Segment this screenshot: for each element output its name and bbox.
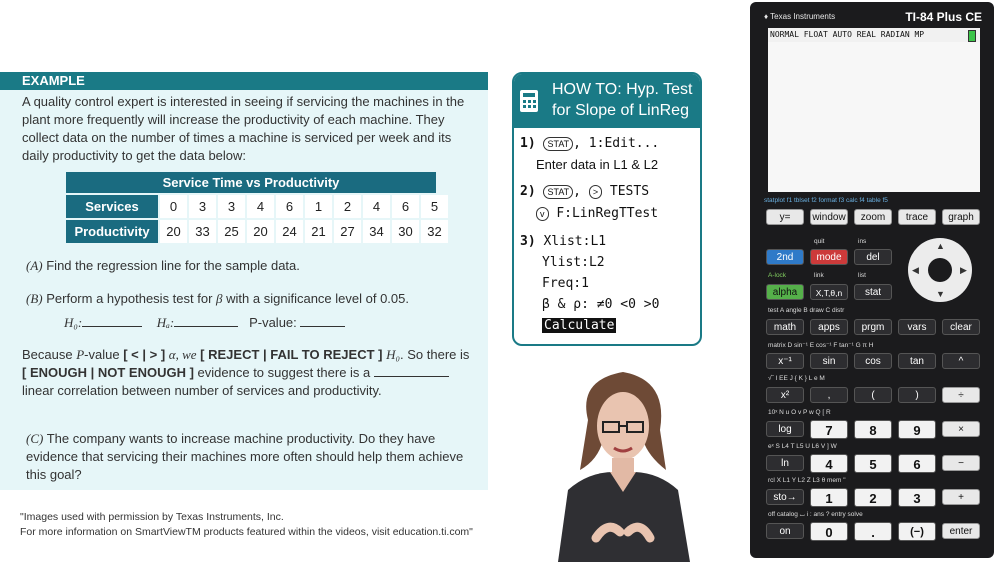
presenter-image [548, 360, 698, 562]
table-cell: 6 [392, 195, 419, 218]
evidence-text: evidence to suggest there is a [197, 365, 371, 380]
question-a [26, 257, 300, 275]
howto-title [552, 79, 692, 121]
ti84-calculator [750, 2, 994, 558]
table-cell: 27 [334, 220, 361, 243]
second-key[interactable]: 2nd [766, 249, 804, 265]
because-choice: [ < | > ] [123, 347, 166, 362]
step-2-num: 2) [520, 184, 536, 199]
zoom-key[interactable]: zoom [854, 209, 892, 225]
example-header: EXAMPLE [0, 72, 488, 90]
step-3-freq: Freq:1 [542, 276, 589, 291]
because-p: P [76, 347, 85, 362]
footnote [20, 510, 473, 540]
arrow-keypad[interactable] [908, 238, 972, 302]
comma-key[interactable]: , [810, 387, 848, 403]
quit-label: quit [814, 238, 825, 245]
row5-labels: matrix D sin⁻¹ E cos⁻¹ F tan⁻¹ G π H [768, 342, 874, 349]
clear-key[interactable]: clear [942, 319, 980, 335]
function-key-labels: statplot f1 tblset f2 format f3 calc f4 table f5 [764, 197, 888, 204]
table-cell: 6 [276, 195, 303, 218]
correlation-blank [374, 364, 449, 377]
nine-key[interactable]: 9 [898, 420, 936, 439]
ins-label: ins [858, 238, 867, 245]
ln-key[interactable]: ln [766, 455, 804, 471]
math-key[interactable]: math [766, 319, 804, 335]
table-cell: 33 [189, 220, 216, 243]
question-a-label: (A) [26, 258, 43, 273]
right-arrow-key-icon: > [589, 185, 602, 199]
battery-icon [968, 30, 976, 42]
footnote-line1: "Images used with permission by Texas Instruments, Inc. [20, 511, 284, 523]
eight-key[interactable]: 8 [854, 420, 892, 439]
question-c-label: (C) [26, 431, 44, 446]
log-key[interactable]: log [766, 421, 804, 437]
minus-key[interactable]: − [942, 455, 980, 471]
stat-key[interactable]: stat [854, 284, 892, 300]
cos-key[interactable]: cos [854, 353, 892, 369]
row-header-productivity: Productivity [66, 220, 158, 243]
table-row-services [66, 195, 448, 218]
four-key[interactable]: 4 [810, 454, 848, 473]
beta-symbol: β [216, 291, 223, 306]
question-b-pre: Perform a hypothesis test for [46, 291, 213, 306]
prgm-key[interactable]: prgm [854, 319, 892, 335]
footnote-line2: For more information on SmartViewTM products featured within the videos, visit education.ti.com" [20, 526, 473, 538]
example-panel [0, 72, 488, 490]
because-end: . So there is [400, 347, 470, 362]
row7-labels: 10ˣ N u O v P w Q [ R [768, 409, 831, 416]
howto-title-line1: HOW TO: Hyp. Test [552, 81, 693, 98]
ha-blank [174, 314, 238, 327]
because-reject: [ REJECT | FAIL TO REJECT ] [200, 347, 383, 362]
table-cell: 20 [247, 220, 274, 243]
table-cell: 4 [247, 195, 274, 218]
window-key[interactable]: window [810, 209, 848, 225]
table-row-productivity [66, 220, 448, 243]
calculate-highlight: Calculate [544, 318, 615, 333]
negative-key[interactable]: (−) [898, 522, 936, 541]
table-cell: 24 [276, 220, 303, 243]
square-key[interactable]: x² [766, 387, 804, 403]
mode-key[interactable]: mode [810, 249, 848, 265]
row6-labels: √‾ I EE J { K } L e M [768, 375, 825, 382]
del-key[interactable]: del [854, 249, 892, 265]
tan-key[interactable]: tan [898, 353, 936, 369]
step-1-text: , 1:Edit... [573, 136, 660, 151]
row-header-services: Services [66, 195, 158, 218]
question-b [26, 290, 409, 308]
table-cell: 0 [160, 195, 187, 218]
table-title: Service Time vs Productivity [66, 172, 436, 193]
step-1-num: 1) [520, 136, 536, 151]
left-arrow-icon[interactable]: ◀ [912, 265, 919, 275]
question-b-label: (B) [26, 291, 43, 306]
down-arrow-key-icon: v [536, 207, 549, 221]
close-paren-key[interactable]: ) [898, 387, 936, 403]
step-2-sub [536, 206, 658, 221]
because-h0: H₀ [386, 347, 401, 362]
pvalue-label: P-value: [249, 315, 297, 330]
row4-labels: test A angle B draw C distr [768, 307, 845, 314]
calculator-screen [768, 28, 980, 192]
two-key[interactable]: 2 [854, 488, 892, 507]
multiply-key[interactable]: × [942, 421, 980, 437]
divide-key[interactable]: ÷ [942, 387, 980, 403]
list-label: list [858, 272, 866, 279]
table-cell: 32 [421, 220, 448, 243]
howto-title-line2: for Slope of LinReg [552, 102, 689, 119]
table-cell: 2 [334, 195, 361, 218]
vars-key[interactable]: vars [898, 319, 936, 335]
step-1-sub: Enter data in L1 & L2 [536, 157, 659, 172]
row9-labels: rcl X L1 Y L2 Z L3 θ mem " [768, 477, 846, 484]
because-mid: -value [84, 347, 120, 362]
three-key[interactable]: 3 [898, 488, 936, 507]
graph-key[interactable]: graph [942, 209, 980, 225]
question-a-text: Find the regression line for the sample data. [46, 258, 300, 273]
question-c [26, 430, 466, 484]
hypotheses-line [64, 314, 345, 332]
howto-header [514, 74, 700, 128]
table-cell: 21 [305, 220, 332, 243]
power-key[interactable]: ^ [942, 353, 980, 369]
step-3 [520, 234, 606, 249]
open-paren-key[interactable]: ( [854, 387, 892, 403]
step-3-num: 3) [520, 234, 536, 249]
pvalue-blank [300, 314, 345, 327]
store-key[interactable]: sto→ [766, 489, 804, 505]
enter-key[interactable]: enter [942, 523, 980, 539]
row10-labels: off catalog ⌴ i : ans ? entry solve [768, 511, 863, 518]
on-key[interactable]: on [766, 523, 804, 539]
seven-key[interactable]: 7 [810, 420, 848, 439]
five-key[interactable]: 5 [854, 454, 892, 473]
ti-brand-logo: ♦ Texas Instruments [764, 12, 836, 21]
stat-key-icon: STAT [543, 185, 573, 199]
six-key[interactable]: 6 [898, 454, 936, 473]
step-2-text: TESTS [609, 184, 650, 199]
step-3-ylist: Ylist:L2 [542, 255, 605, 270]
table-cell: 25 [218, 220, 245, 243]
h0-blank [82, 314, 142, 327]
dpad-center [928, 258, 952, 282]
ha-label: Hₐ: [156, 315, 175, 330]
question-b-post: with a significance level of 0.05. [226, 291, 409, 306]
calculator-icon [520, 90, 538, 112]
down-arrow-icon[interactable]: ▼ [936, 289, 945, 299]
stat-key-icon: STAT [543, 137, 573, 151]
up-arrow-icon[interactable]: ▲ [936, 241, 945, 251]
calculator-model: TI-84 Plus CE [905, 10, 982, 24]
step-3-xlist: Xlist:L1 [543, 234, 607, 249]
calculator-status-bar: NORMAL FLOAT AUTO REAL RADIAN MP [768, 28, 980, 42]
example-intro: A quality control expert is interested in seeing if servicing the machines in the plant more frequently will increase the productivity of each machine. They collect data on the number of times a machine is serviced per week and its daily productivity to get the data below: [22, 94, 465, 163]
table-cell: 3 [189, 195, 216, 218]
apps-key[interactable]: apps [810, 319, 848, 335]
inverse-key[interactable]: x⁻¹ [766, 353, 804, 369]
right-arrow-icon[interactable]: ▶ [960, 265, 967, 275]
table-cell: 3 [218, 195, 245, 218]
step-3-calculate [542, 318, 616, 333]
table-cell: 5 [421, 195, 448, 218]
because-alpha: α, we [168, 347, 197, 362]
step-2: 2) STAT , > TESTS [520, 184, 650, 199]
zero-key[interactable]: 0 [810, 522, 848, 541]
enough-choice: [ ENOUGH | NOT ENOUGH ] [22, 365, 194, 380]
trace-key[interactable]: trace [898, 209, 936, 225]
row8-labels: eˣ S L4 T L5 U L6 V ] W [768, 443, 837, 450]
table-cell: 20 [160, 220, 187, 243]
plus-key[interactable]: + [942, 489, 980, 505]
table-cell: 30 [392, 220, 419, 243]
alock-label: A-lock [768, 272, 787, 279]
table-cell: 1 [305, 195, 332, 218]
decimal-key[interactable]: . [854, 522, 892, 541]
alpha-key[interactable]: alpha [766, 284, 804, 300]
because-pre: Because [22, 347, 73, 362]
howto-box [512, 72, 702, 346]
table-cell: 4 [363, 195, 390, 218]
step-2-sub-text: F:LinRegTTest [556, 206, 659, 221]
table-cell: 34 [363, 220, 390, 243]
step-1 [520, 136, 659, 151]
link-label: link [814, 272, 824, 279]
question-c-text: The company wants to increase machine productivity. Do they have evidence that servicing their machines more often should help them achieve this goal? [26, 431, 464, 482]
one-key[interactable]: 1 [810, 488, 848, 507]
h0-label: H₀: [64, 315, 83, 330]
xt-theta-n-key[interactable]: X,T,θ,n [810, 284, 848, 300]
sin-key[interactable]: sin [810, 353, 848, 369]
because-paragraph [22, 346, 482, 400]
y-equals-key[interactable]: y= [766, 209, 804, 225]
step-3-beta: β & ρ: ≠0 <0 >0 [542, 297, 660, 312]
linear-text: linear correlation between number of services and productivity. [22, 383, 382, 398]
